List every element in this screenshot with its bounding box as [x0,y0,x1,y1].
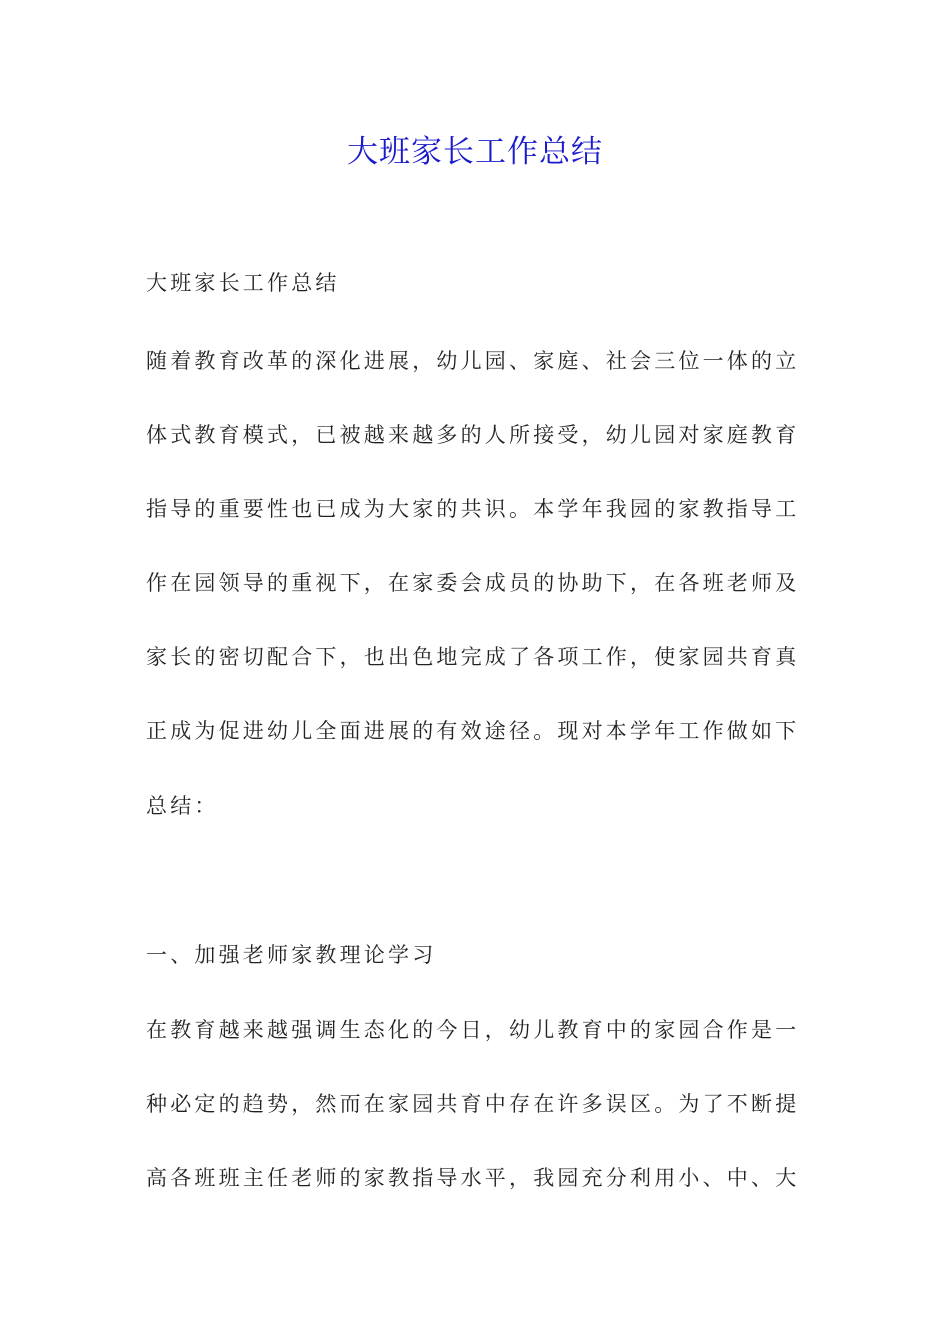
paragraph-line: 高各班班主任老师的家教指导水平，我园充分利用小、中、大 [146,1166,800,1190]
document-title: 大班家长工作总结 [347,134,603,170]
paragraph-line: 体式教育模式，已被越来越多的人所接受，幼儿园对家庭教育 [146,423,800,447]
paragraph-line: 种必定的趋势，然而在家园共育中存在许多误区。为了不断提 [146,1092,800,1116]
paragraph-line: 随着教育改革的深化进展，幼儿园、家庭、社会三位一体的立 [146,349,800,373]
paragraph-line: 在教育越来越强调生态化的今日，幼儿教育中的家园合作是一 [146,1018,800,1042]
subtitle: 大班家长工作总结 [146,271,340,295]
paragraph-line: 正成为促进幼儿全面进展的有效途径。现对本学年工作做如下 [146,719,800,743]
paragraph-line: 家长的密切配合下，也出色地完成了各项工作，使家园共育真 [146,645,800,669]
paragraph-line: 指导的重要性也已成为大家的共识。本学年我园的家教指导工 [146,497,800,521]
paragraph-line: 总结： [146,794,219,818]
paragraph-line: 作在园领导的重视下，在家委会成员的协助下，在各班老师及 [146,571,800,595]
section-heading: 一、加强老师家教理论学习 [146,943,437,967]
